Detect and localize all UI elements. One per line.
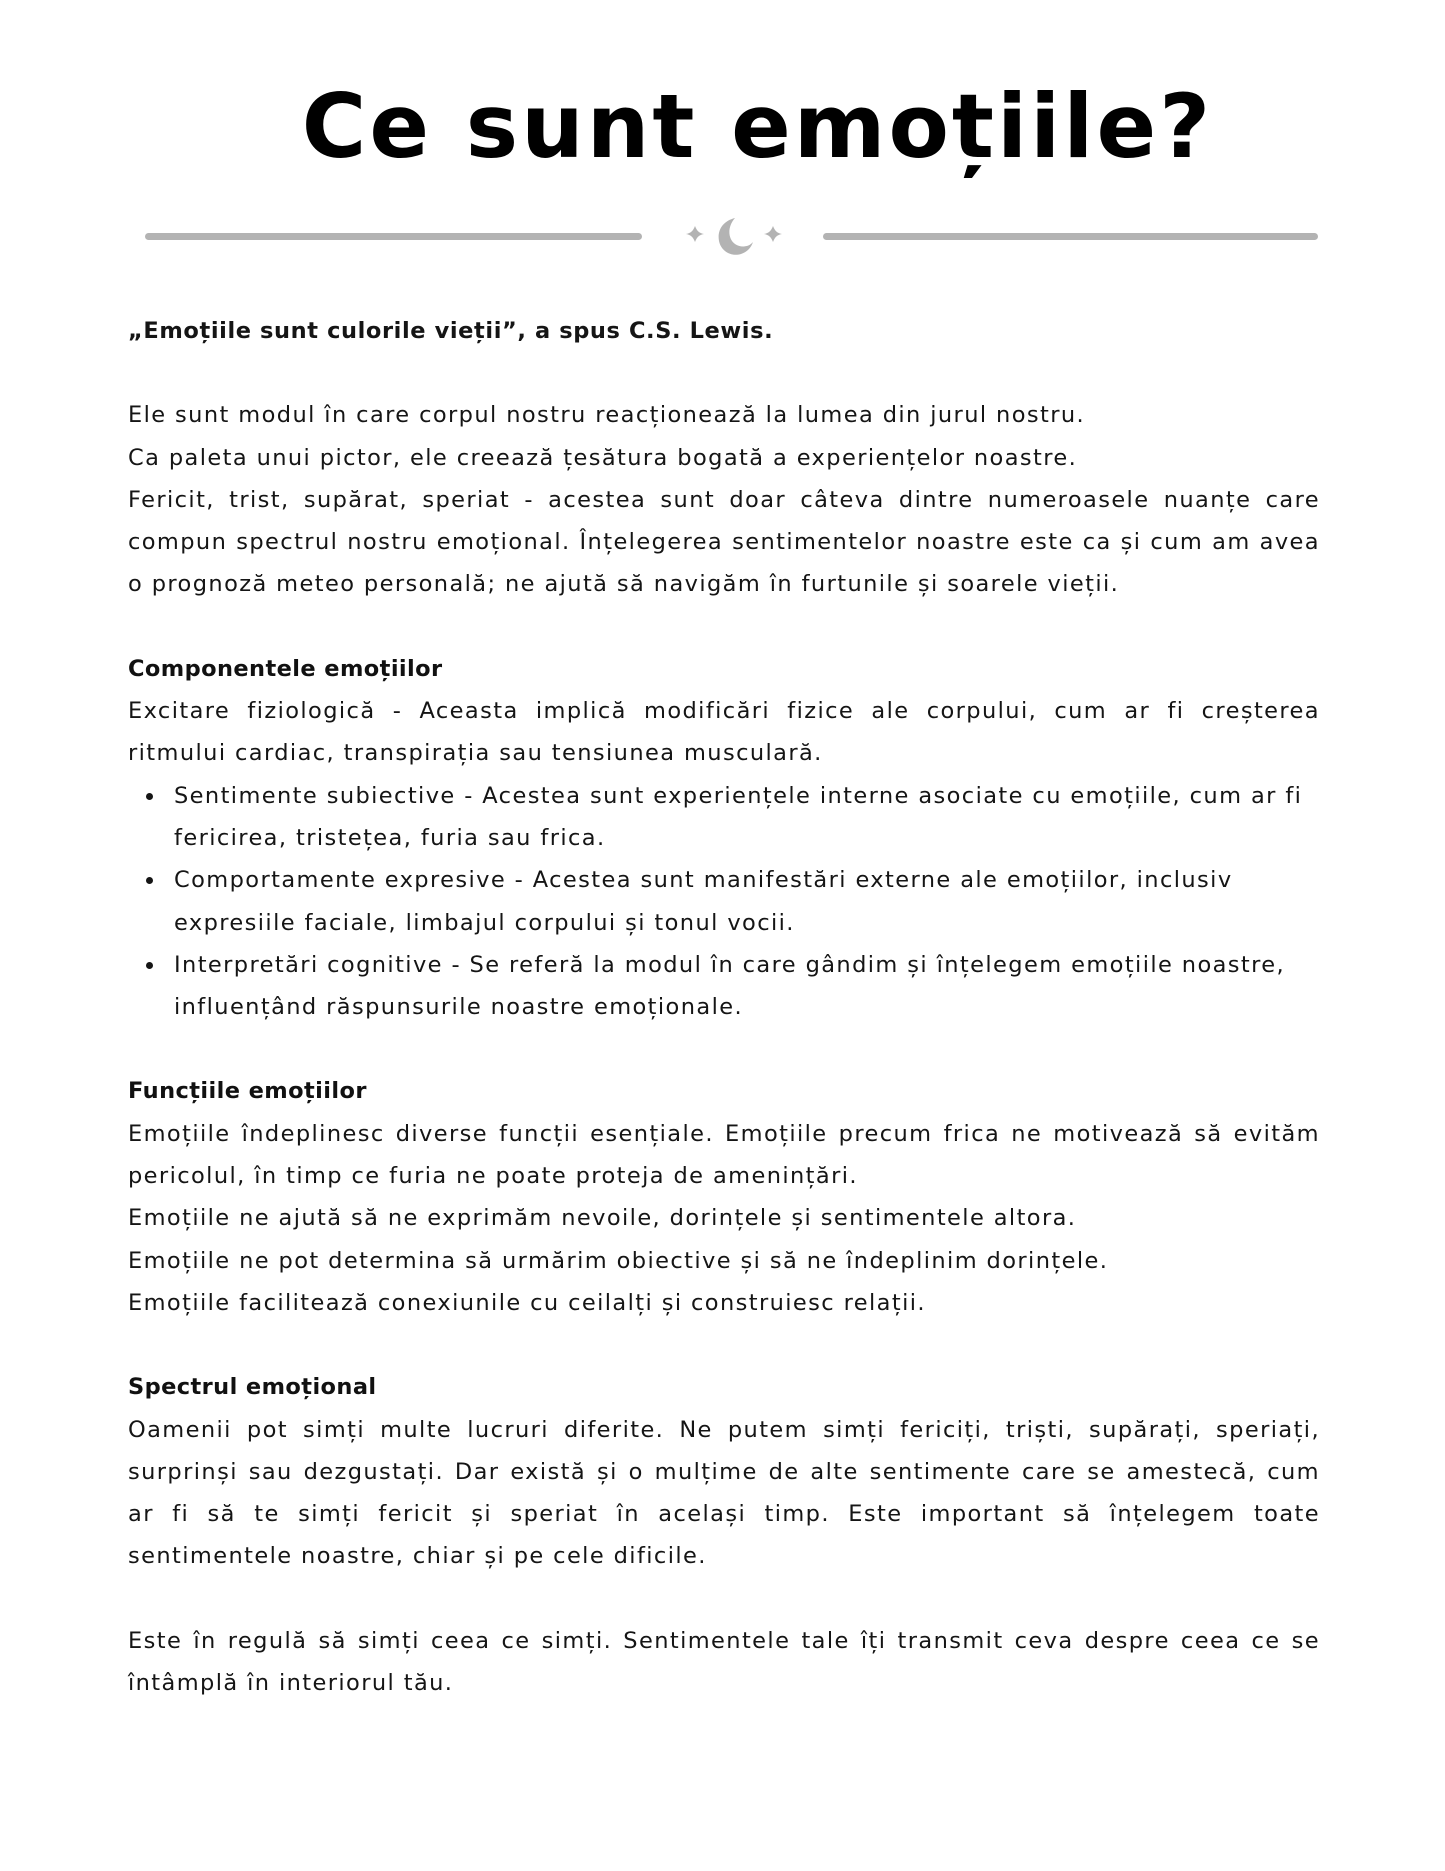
intro-line: Ca paleta unui pictor, ele creează țesătura bogată a experiențelor noastre. [128,444,1078,471]
crescent-moon-icon [719,218,753,255]
section-paragraph: Emoțiile îndeplinesc diverse funcții esențiale. Emoțiile precum frica ne motivează să evităm pericolul, în timp ce furia ne poate proteja de amenințări. [128,1120,1320,1190]
section-heading: Spectrul emoțional [128,1374,377,1401]
list-item-text: Comportamente expresive - Acestea sunt manifestări externe ale emoțiilor, inclusiv expresiile faciale, limbajul corpului și tonul vocii. [174,867,1233,936]
section-spectrum [128,1366,1320,1577]
section-paragraph: Excitare fiziologică - Aceasta implică modificări fizice ale corpului, cum ar fi creșterea ritmului cardiac, transpirația sau tensiunea musculară. [128,698,1320,767]
section-line: Emoțiile ne pot determina să urmărim obiective și să ne îndeplinim dorințele. [128,1247,1109,1274]
list-item-text: Sentimente subiective - Acestea sunt experiențele interne asociate cu emoțiile, cum ar fi fericirea, tristețea, furia sau frica. [174,782,1303,851]
section-functions [128,1070,1320,1324]
bullet-icon [146,962,153,969]
four-point-star-icon [764,226,782,242]
divider-line-left [145,233,642,240]
closing-section [128,1620,1320,1705]
components-list [128,775,1320,1029]
section-heading: Funcțiile emoțiilor [128,1078,367,1105]
page-title: Ce sunt emoțiile? [301,75,1214,178]
document-body [128,310,1320,1704]
section-line: Emoțiile facilitează conexiunile cu ceilalți și construiesc relații. [128,1289,926,1316]
closing-paragraph: Este în regulă să simți ceea ce simți. Sentimentele tale îți transmit ceva despre ceea ce se întâmplă în interiorul tău. [128,1627,1320,1697]
section-components [128,648,1320,1029]
divider-line-right [823,233,1318,240]
list-item-text: Interpretări cognitive - Se referă la modul în care gândim și înțelegem emoțiile noastre, influențând răspunsurile noastre emoționale. [174,951,1286,1021]
title-divider [145,222,1318,252]
intro-paragraph: Fericit, trist, supărat, speriat - acestea sunt doar câteva dintre numeroasele nuanțe care compun spectrul nostru emoțional. Înțelegerea sentimentelor noastre este ca și cum am avea o prognoză meteo personală; ne ajută să navigăm în furtunile și soarele vieții. [128,486,1320,598]
section-paragraph: Oamenii pot simți multe lucruri diferite. Ne putem simți fericiți, triști, supărați, speriați, surprinși sau dezgustați. Dar există și o mulțime de alte sentimente care se amestecă, cum ar fi să te simți fericit și speriat în același timp. Este important să înțelegem toate sentimentele noastre, chiar și pe cele dificile. [128,1416,1320,1570]
list-item [128,859,1320,944]
list-item [128,775,1320,860]
bullet-icon [146,793,153,800]
list-item [128,944,1320,1029]
section-heading: Componentele emoțiilor [128,655,443,682]
bullet-icon [146,877,153,884]
intro-quote: „Emoțiile sunt culorile vieții”, a spus C.S. Lewis. [128,318,774,344]
four-point-star-icon [686,226,704,242]
intro-section [128,394,1320,605]
divider-ornament [665,214,805,258]
intro-line: Ele sunt modul în care corpul nostru reacționează la lumea din jurul nostru. [128,402,1086,429]
section-line: Emoțiile ne ajută să ne exprimăm nevoile, dorințele și sentimentele altora. [128,1205,1077,1232]
